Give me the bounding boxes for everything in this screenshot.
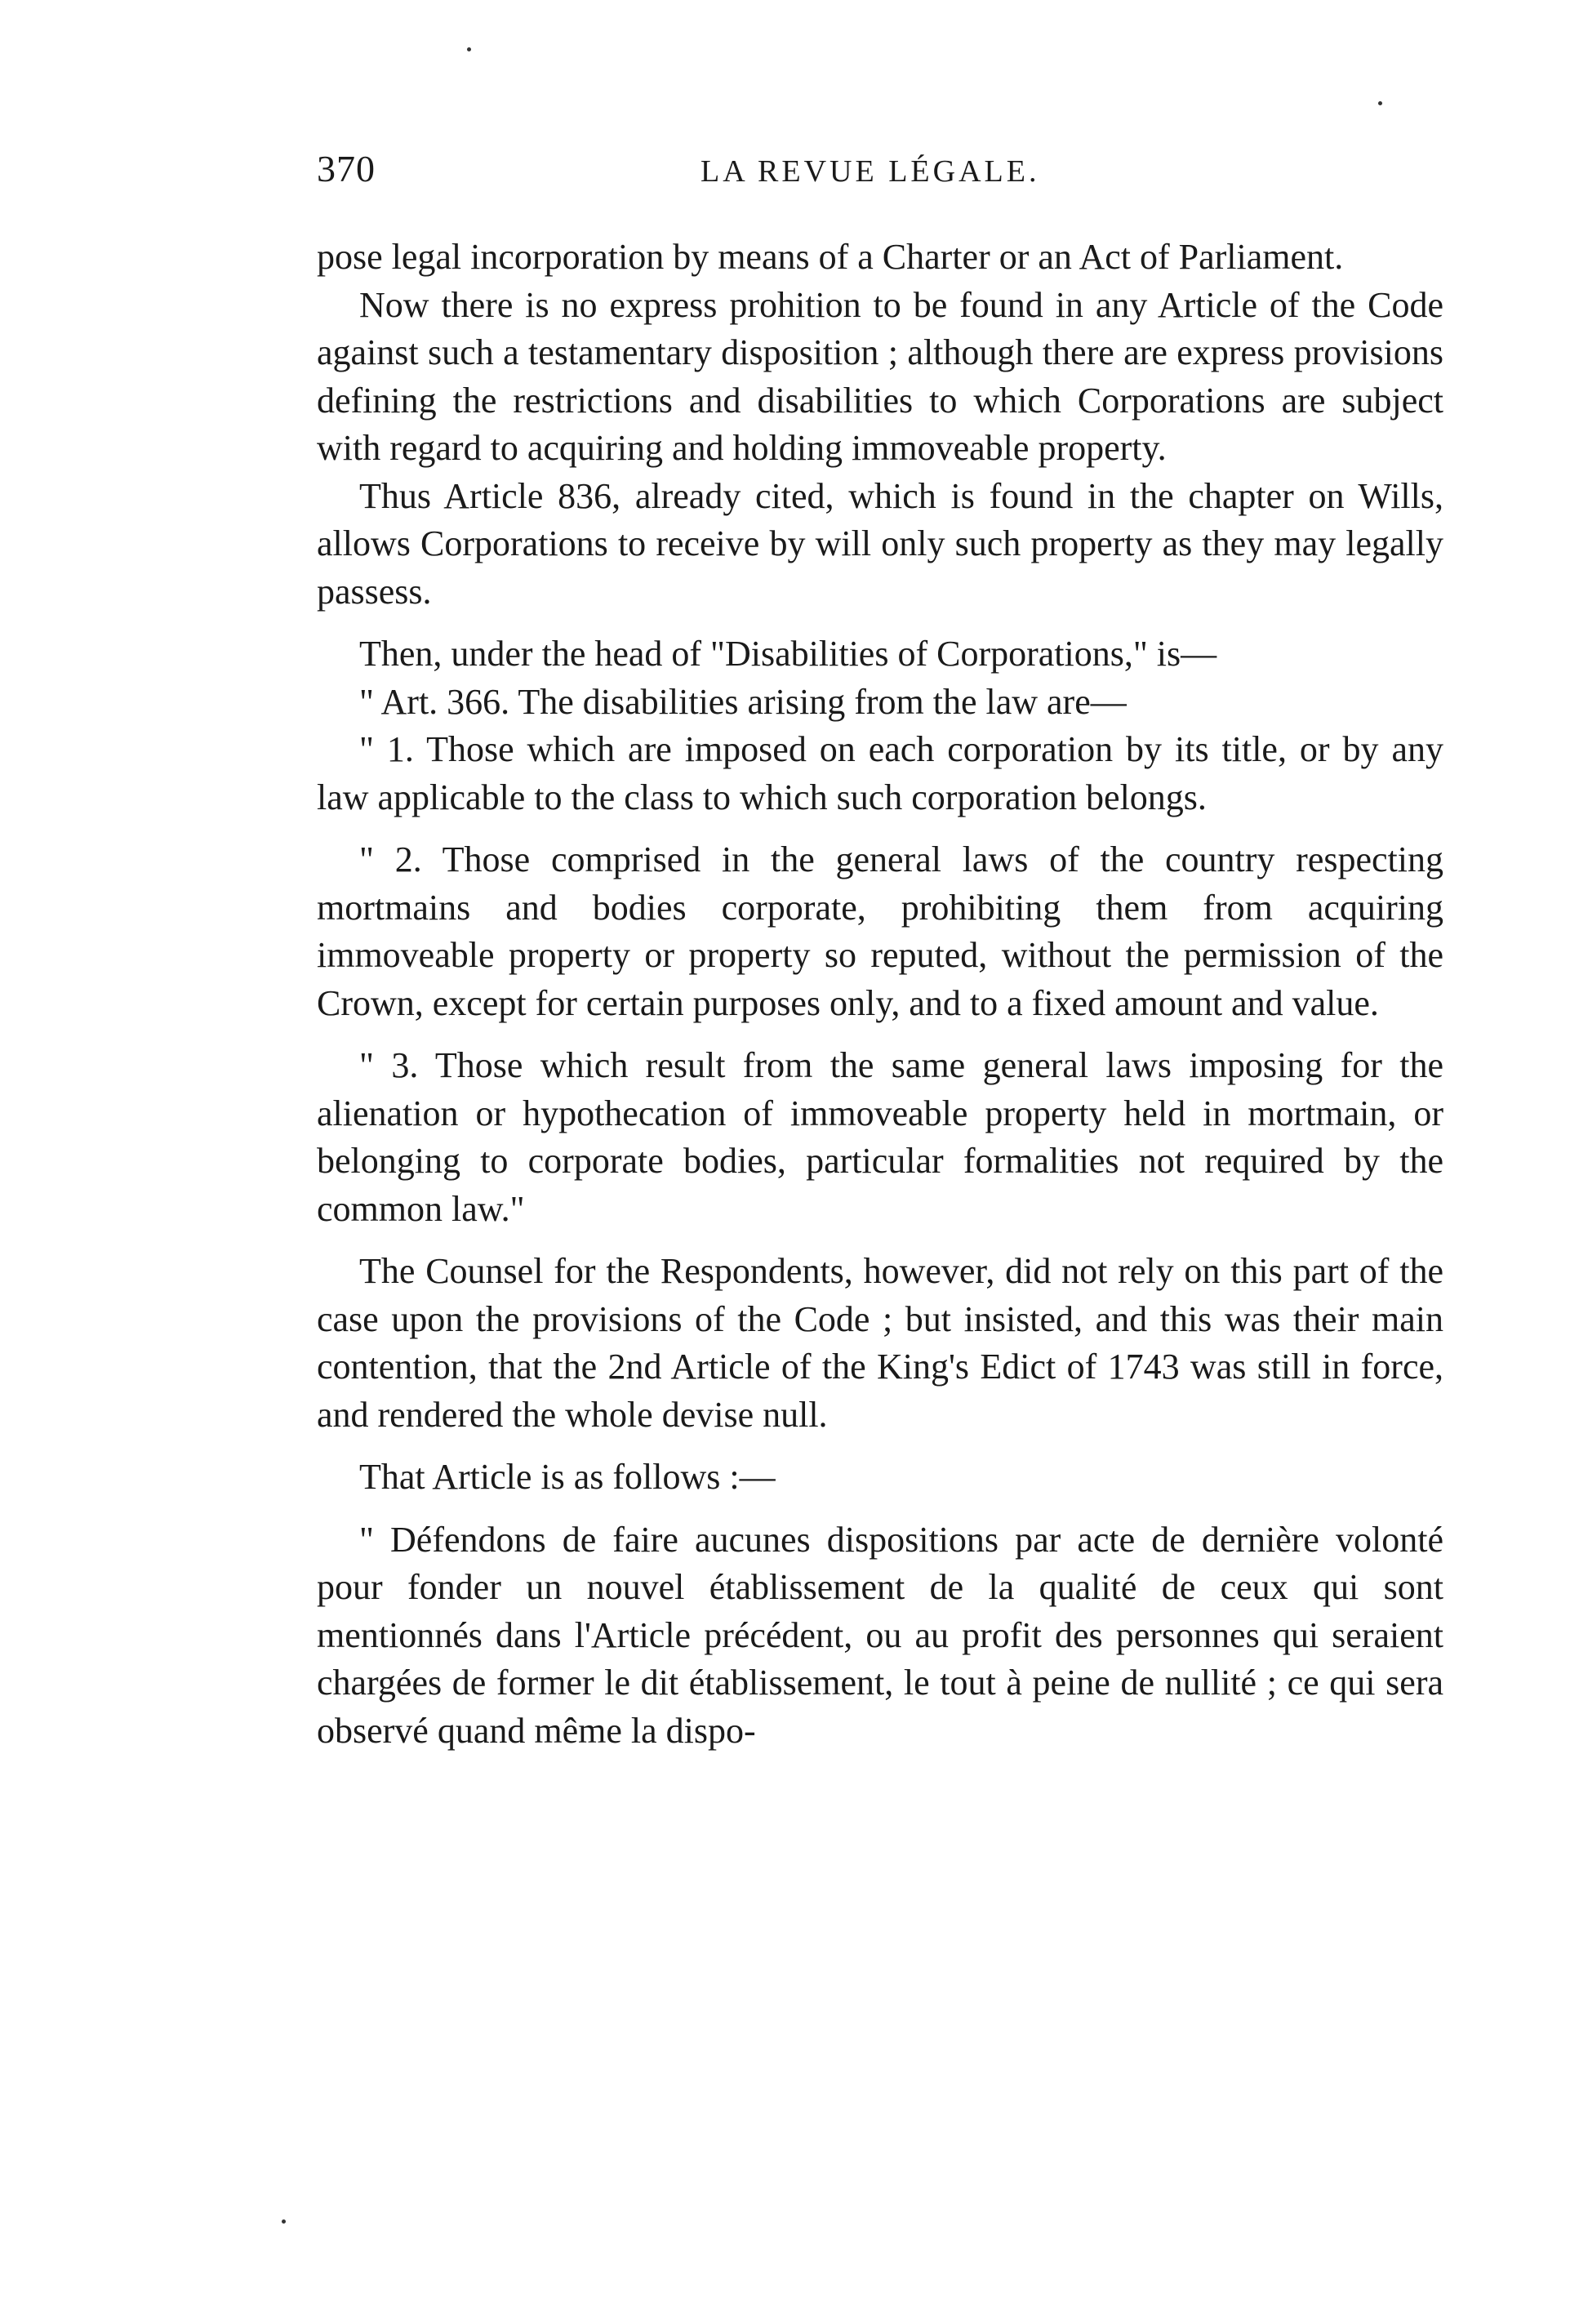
body-text (317, 234, 1443, 1755)
quote-edict-french: " Défendons de faire aucunes dispositions par acte de dernière volonté pour fonder un nouvel établissement de la qualité de ceux qui sont mentionnés dans l'Article précédent, ou au profit des personnes qui seraient chargées de former le dit établissement, le tout à peine de nullité ; ce qui sera observé quand même la dispo- (317, 1519, 1443, 1751)
page-header (317, 147, 1460, 204)
quote-item-2: " 2. Those comprised in the general laws of the country respecting mortmains and bodies corporate, prohibiting them from acquiring immoveable property or property so reputed, without the permission of the Crown, except for certain purposes only, and to a fixed amount and value. (317, 839, 1443, 1023)
paragraph-article-follows: That Article is as follows :— (359, 1457, 776, 1497)
paragraph-continued: pose legal incorporation by means of a Charter or an Act of Parliament. (317, 237, 1344, 277)
quote-item-1: " 1. Those which are imposed on each corporation by its title, or by any law applicable to the class to which such corporation belongs. (317, 729, 1443, 817)
paragraph-disabilities-heading: Then, under the head of "Disabilities of Corporations," is— (359, 634, 1217, 674)
quote-article-366: " Art. 366. The disabilities arising from the law are— (359, 681, 1127, 722)
page-number: 370 (317, 148, 376, 189)
print-speck (282, 2219, 286, 2224)
paragraph-no-prohibition: Now there is no express prohition to be found in any Article of the Code against such a testamentary disposition ; although there are express provisions defining the restrictions and disabilities to which Corporations are subject with regard to acquiring and holding immoveable property. (317, 284, 1443, 468)
paragraph-article-836: Thus Article 836, already cited, which is found in the chapter on Wills, allows Corporations to receive by will only such property as they may legally passess. (317, 475, 1443, 612)
running-title: LA REVUE LÉGALE. (701, 154, 1040, 189)
print-speck (1378, 101, 1382, 105)
quote-item-3: " 3. Those which result from the same general laws imposing for the alienation or hypothecation of immoveable property held in mortmain, or belonging to corporate bodies, particular formalities not required by the common law." (317, 1045, 1443, 1229)
paragraph-counsel: The Counsel for the Respondents, however, did not rely on this part of the case upon the provisions of the Code ; but insisted, and this was their main contention, that the 2nd Article of the King's Edict of 1743 was still in force, and rendered the whole devise null. (317, 1251, 1443, 1435)
print-speck (467, 47, 471, 51)
